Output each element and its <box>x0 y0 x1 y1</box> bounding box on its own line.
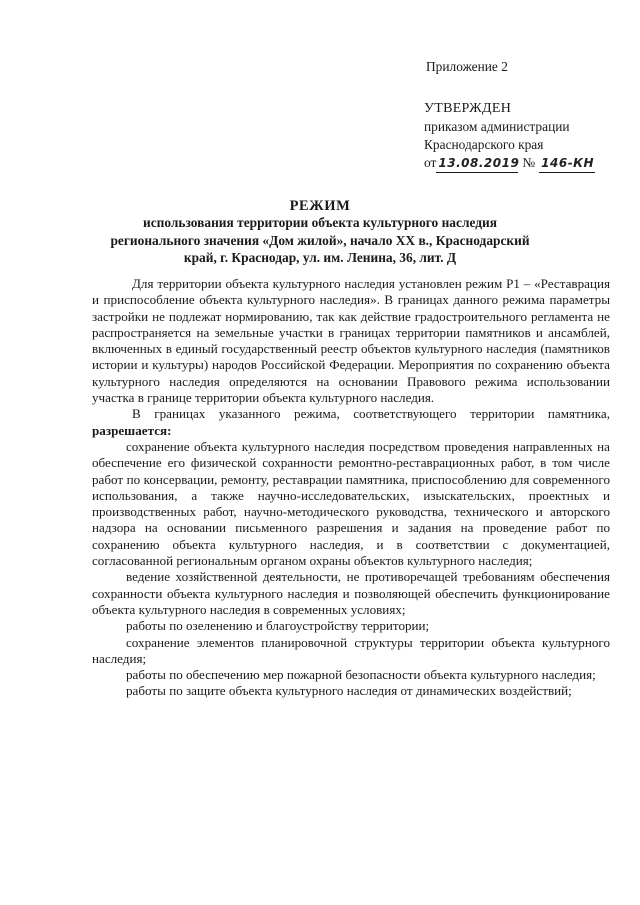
allowed-paragraph <box>92 406 610 439</box>
approval-signature-line <box>424 154 634 173</box>
document-body <box>92 276 610 700</box>
list-item: сохранение элементов планировочной структуры территории объекта культурного наследия; <box>92 634 610 666</box>
approval-line-2: Краснодарского края <box>424 137 544 152</box>
approval-line-1: приказом администрации <box>424 119 570 134</box>
list-item: работы по озеленению и благоустройству территории; <box>126 618 430 634</box>
intro-paragraph: Для территории объекта культурного наследия установлен режим Р1 – «Реставрация и приспособление объекта культурного наследия». В границах данного режима параметры застройки не подлежат нормированию, так как действие градостроительного регламента не распространяется на земельные участки в границах территории памятников и ансамблей, включенных в единый государственный реестр объектов культурного наследия (памятников истории и культуры) народов Российской Федерации. Мероприятия по сохранению объекта культурного наследия определяются на основании Правового режима использовании участка в границе территории объекта культурного наследия. <box>92 276 610 406</box>
list-item: сохранение объекта культурного наследия посредством проведения направленных на обеспечение его физической сохранности ремонтно-реставрационных работ, в том числе работ по консервации, ремонту, реставрации памятника, приспособлению для современного использования, а также научно-исследовательских, изыскательских, проектных и производственных работ, научно-методического руководства, технического и авторского надзора на основании письменного разрешения и задания на проведение работ по сохранению объекта культурного наследия, и в соответствии с документацией, согласованной региональным органом охраны объектов культурного наследия; <box>92 438 610 569</box>
handwritten-number: 146-КН <box>539 154 595 173</box>
list-item: ведение хозяйственной деятельности, не противоречащей требованиям обеспечения сохранности объекта культурного наследия и позволяющей обеспечить функционирование объекта культурного наследия в современных условиях; <box>92 569 610 617</box>
list-item: работы по обеспечению мер пожарной безопасности объекта культурного наследия; <box>126 667 596 683</box>
document-subtitle: использования территории объекта культурного наследия регионального значения «Дом жилой», начало XX в., Краснодарский край, г. Краснодар, ул. им. Ленина, 36, лит. Д <box>110 215 530 265</box>
approved-label: УТВЕРЖДЕН <box>424 101 512 116</box>
number-sign: № <box>522 155 536 170</box>
document-title: РЕЖИМ <box>289 198 351 214</box>
list-item: работы по защите объекта культурного наследия от динамических воздействий; <box>126 683 572 699</box>
appendix-label: Приложение 2 <box>426 59 508 74</box>
approval-block <box>424 58 634 173</box>
allowed-keyword: разрешается: <box>92 422 172 438</box>
allowed-lead-text: В границах указанного режима, соответствующего территории памятника, <box>132 406 610 422</box>
from-label: от <box>424 155 437 170</box>
handwritten-date: 13.08.2019 <box>436 154 518 173</box>
